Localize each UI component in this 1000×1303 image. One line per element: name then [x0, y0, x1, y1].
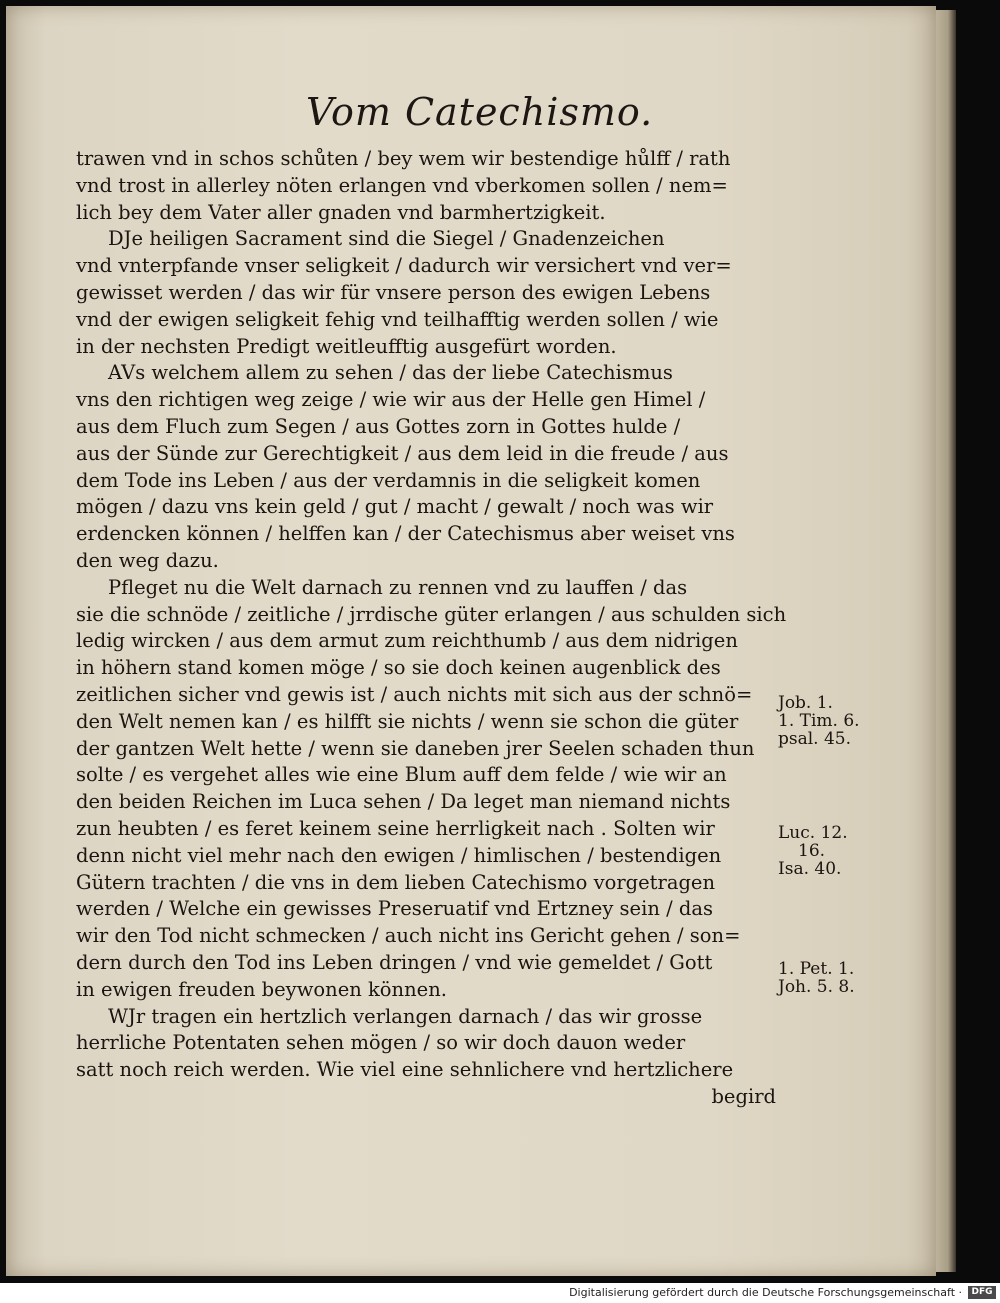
body-text: [76, 146, 787, 1111]
marginal-note: psal. 45.: [778, 729, 852, 749]
marginal-note: Job. 1.: [778, 693, 833, 713]
text-line: wir den Tod nicht schmecken / auch nicht ins Gericht gehen / son=: [76, 924, 741, 948]
text-line: der gantzen Welt hette / wenn sie daneben jrer Seelen schaden thun: [76, 736, 755, 760]
text-line: werden / Welche ein gewisses Preseruatif vnd Ertzney sein / das: [76, 897, 713, 921]
text-line: gewisset werden / das wir für vnsere person des ewigen Lebens: [76, 280, 711, 304]
text-line: lich bey dem Vater aller gnaden vnd barmhertzigkeit.: [76, 200, 606, 224]
text-line: dem Tode ins Leben / aus der verdamnis in die seligkeit komen: [76, 468, 701, 492]
marginal-note: Isa. 40.: [778, 859, 842, 879]
text-line: in ewigen freuden beywonen können.: [76, 977, 447, 1001]
text-line: solte / es vergehet alles wie eine Blum auff dem felde / wie wir an: [76, 763, 727, 787]
marginal-note: Luc. 12.: [778, 823, 848, 843]
marginal-note-group: [778, 694, 878, 748]
text-line: aus dem Fluch zum Segen / aus Gottes zorn in Gottes hulde /: [76, 414, 681, 438]
funding-credit: Digitalisierung gefördert durch die Deutsche Forschungsgemeinschaft ·: [569, 1286, 962, 1299]
marginal-note: 16.: [798, 841, 826, 861]
paragraph-start-line: DJe heiligen Sacrament sind die Siegel / Gnadenzeichen: [108, 227, 665, 251]
text-line: ledig wircken / aus dem armut zum reichthumb / aus dem nidrigen: [76, 629, 738, 653]
text-line: denn nicht viel mehr nach den ewigen / himlischen / bestendigen: [76, 843, 722, 867]
marginal-note: 1. Pet. 1.: [778, 959, 855, 979]
catchword: begird: [711, 1084, 776, 1108]
text-line: in höhern stand komen möge / so sie doch keinen augenblick des: [76, 656, 721, 680]
dfg-logo-icon: DFG: [968, 1286, 996, 1299]
text-line: vnd der ewigen seligkeit fehig vnd teilhafftig werden sollen / wie: [76, 307, 719, 331]
paragraph-start-line: WJr tragen ein hertzlich verlangen darnach / das wir grosse: [108, 1004, 703, 1028]
marginal-note: 1. Tim. 6.: [778, 711, 860, 731]
text-line: vns den richtigen weg zeige / wie wir aus der Helle gen Himel /: [76, 388, 706, 412]
text-line: Gütern trachten / die vns in dem lieben Catechismo vorgetragen: [76, 870, 716, 894]
marginal-note: Joh. 5. 8.: [778, 977, 855, 997]
text-line: mögen / dazu vns kein geld / gut / macht / gewalt / noch was wir: [76, 495, 714, 519]
text-line: zeitlichen sicher vnd gewis ist / auch nichts mit sich aus der schnö=: [76, 682, 753, 706]
paragraph-start-line: Pfleget nu die Welt darnach zu rennen vnd zu lauffen / das: [108, 575, 688, 599]
text-line: erdencken können / helffen kan / der Catechismus aber weiset vns: [76, 522, 735, 546]
footer-bar: [0, 1283, 1000, 1303]
page-edge: [936, 10, 956, 1272]
marginal-note-group: [778, 960, 878, 996]
text-line: aus der Sünde zur Gerechtigkeit / aus dem leid in die freude / aus: [76, 441, 729, 465]
running-head: Vom Catechismo.: [306, 90, 654, 134]
text-line: zun heubten / es feret keinem seine herrligkeit nach . Solten wir: [76, 816, 715, 840]
text-line: trawen vnd in schos schůten / bey wem wir bestendige hůlff / rath: [76, 147, 731, 170]
text-line: sie die schnöde / zeitliche / jrrdische güter erlangen / aus schulden sich: [76, 602, 787, 626]
book-page: [6, 6, 936, 1276]
text-line: den weg dazu.: [76, 548, 219, 572]
text-line: in der nechsten Predigt weitleufftig ausgefürt worden.: [76, 334, 617, 358]
marginal-note-group: [778, 824, 878, 878]
text-line: vnd vnterpfande vnser seligkeit / dadurch wir versichert vnd ver=: [76, 254, 732, 278]
text-line: dern durch den Tod ins Leben dringen / vnd wie gemeldet / Gott: [76, 950, 713, 974]
text-line: satt noch reich werden. Wie viel eine sehnlichere vnd hertzlichere: [76, 1058, 734, 1082]
text-line: herrliche Potentaten sehen mögen / so wir doch dauon weder: [76, 1031, 686, 1055]
text-line: vnd trost in allerley nöten erlangen vnd vberkomen sollen / nem=: [76, 173, 728, 197]
text-line: den beiden Reichen im Luca sehen / Da leget man niemand nichts: [76, 790, 731, 814]
paragraph-start-line: AVs welchem allem zu sehen / das der liebe Catechismus: [108, 361, 673, 385]
text-line: den Welt nemen kan / es hilfft sie nichts / wenn sie schon die güter: [76, 709, 739, 733]
